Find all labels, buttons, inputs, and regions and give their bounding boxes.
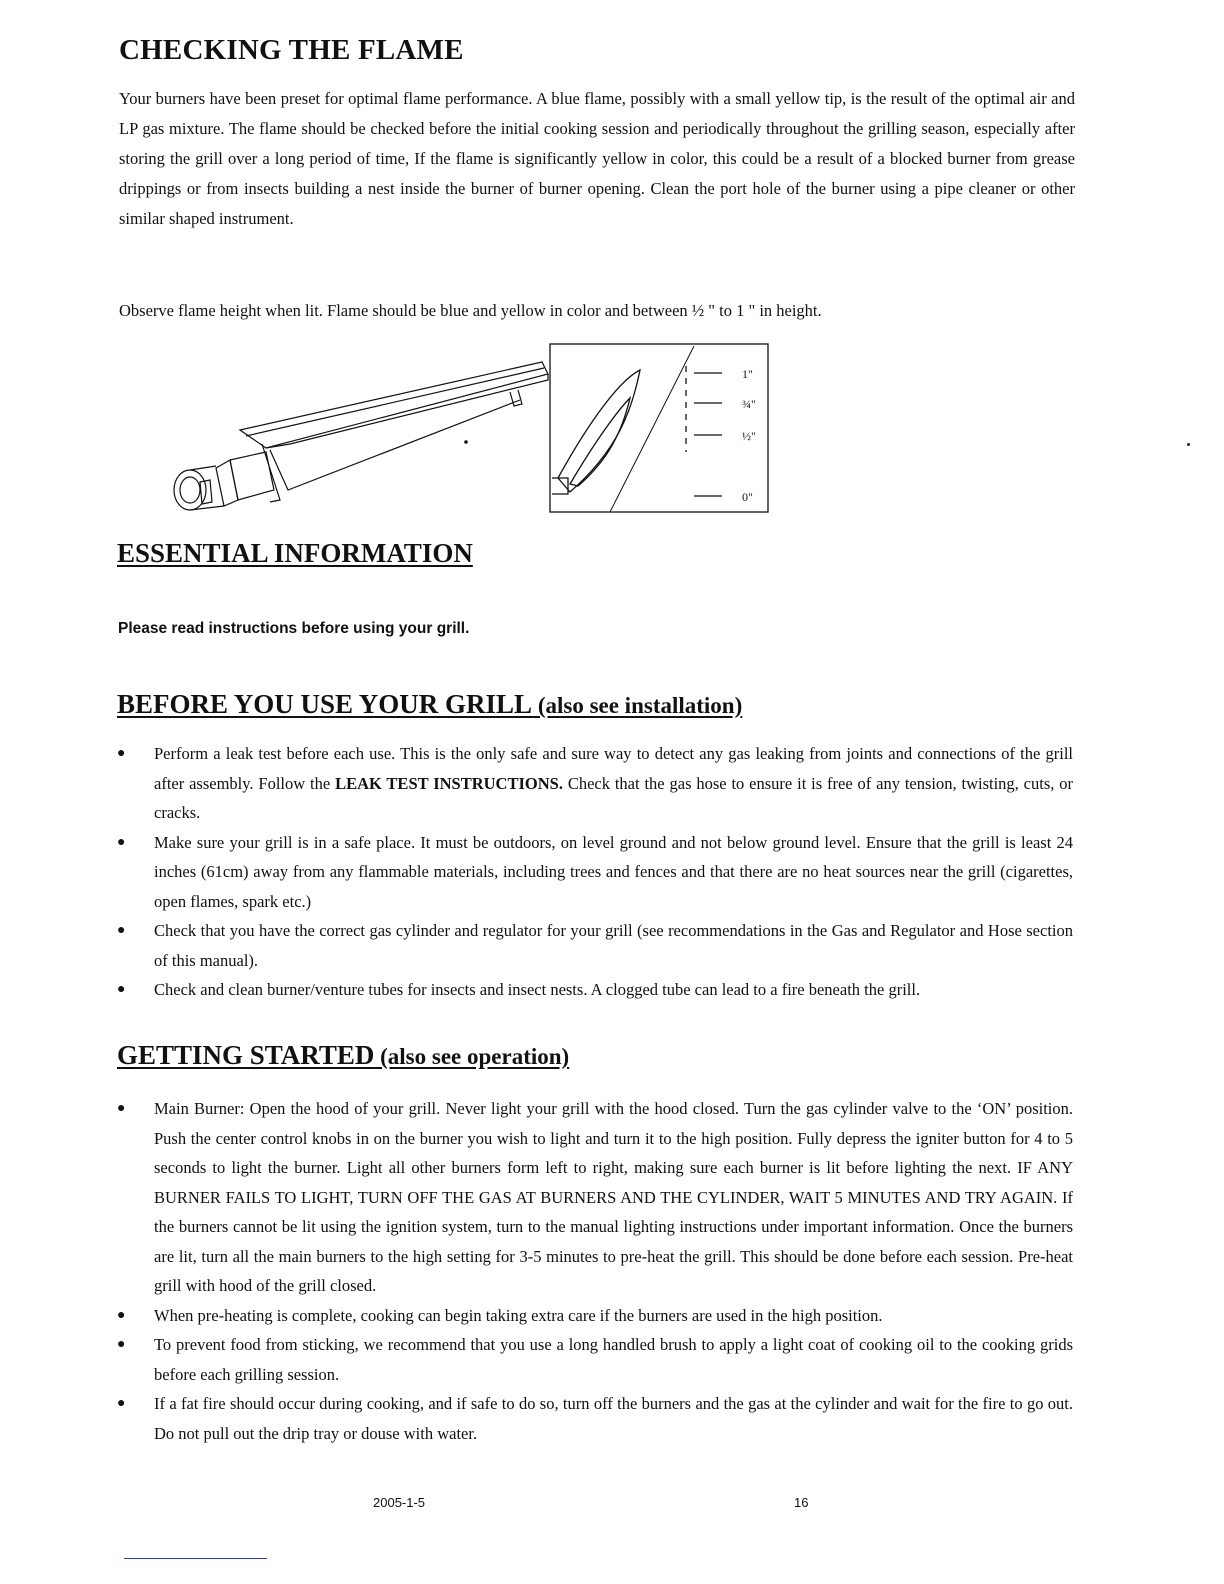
list-item-text: When pre-heating is complete, cooking can begin taking extra care if the burners are used in the high position. [154, 1305, 883, 1325]
burner-diagram [170, 340, 780, 520]
bullet-icon: ● [117, 834, 126, 850]
gauge-label-zero: 0" [742, 490, 753, 504]
list-item-text: Main Burner: Open the hood of your grill. Never light your grill with the hood closed. Turn the gas cylinder valve to the ‘ON’ position. Push the center control knobs in on the burner you wish to light and turn it to the high position. Fully depress the igniter button for 4 to 5 seconds to light the burner. Light all other burners form left to right, making sure each burner is lit before lighting the next. IF ANY BURNER FAILS TO LIGHT, TURN OFF THE GAS AT BURNERS AND THE CYLINDER, WAIT 5 MINUTES AND TRY AGAIN. If the burners cannot be lit using the ignition system, turn to the manual lighting instructions under important information. Once the burners are lit, turn all the main burners to the high setting for 3-5 minutes to pre-heat the grill. This should be done before each session. Pre-heat grill with hood of the grill closed. [154, 1099, 1073, 1295]
page-number: 16 [794, 1495, 809, 1510]
getting-started-list [117, 1094, 1073, 1448]
essential-information-heading: ESSENTIAL INFORMATION [117, 538, 473, 568]
footer-date: 2005-1-5 [373, 1495, 426, 1510]
gauge-label-half: ½" [742, 429, 756, 443]
list-item-text: To prevent food from sticking, we recommend that you use a long handled brush to apply a light coat of cooking oil to the cooking grids before each grilling session. [154, 1335, 1073, 1384]
list-item [117, 1330, 1073, 1389]
list-item-text: Make sure your grill is in a safe place. It must be outdoors, on level ground and not below ground level. Ensure that the grill is least 24 inches (61cm) away from any flammable materials, including trees and fences and that there are no heat sources near the grill (cigarettes, open flames, spark etc.) [154, 832, 1073, 911]
leak-test-emphasis: LEAK TEST INSTRUCTIONS. [335, 773, 563, 793]
footer-rule [124, 1558, 267, 1559]
before-use-heading [117, 689, 742, 720]
list-item-text: Check that you have the correct gas cylinder and regulator for your grill (see recommendations in the Gas and Regulator and Hose section of this manual). [154, 921, 1073, 970]
getting-started-heading [117, 1040, 569, 1071]
flame-paragraph: Your burners have been preset for optimal flame performance. A blue flame, possibly with a small yellow tip, is the result of the optimal air and LP gas mixture. The flame should be checked before the initial cooking session and periodically throughout the grilling season, especially after storing the grill over a long period of time, If the flame is significantly yellow in color, this could be a result of a blocked burner from grease drippings or from insects building a nest inside the burner of burner opening. Clean the port hole of the burner using a pipe cleaner or other similar shaped instrument. [119, 89, 1075, 228]
list-item-text: If a fat fire should occur during cooking, and if safe to do so, turn off the burners and the gas at the cylinder and wait for the fire to go out. Do not pull out the drip tray or douse with water. [154, 1394, 1073, 1443]
before-use-list [117, 739, 1073, 1005]
list-item [117, 1094, 1073, 1301]
gauge-label-three-quarter: ¾" [742, 397, 756, 411]
bullet-icon: ● [117, 982, 126, 997]
bullet-icon: ● [117, 923, 126, 938]
bullet-icon: ● [117, 1337, 126, 1352]
burner-tube-icon [174, 362, 548, 510]
read-instructions-note: Please read instructions before using your grill. [118, 620, 470, 637]
checking-flame-heading: CHECKING THE FLAME [119, 34, 464, 66]
flame-gauge [550, 344, 768, 512]
getting-started-subtitle: (also see operation) [374, 1044, 570, 1069]
gauge-label-1in: 1" [742, 367, 753, 381]
bullet-icon: ● [117, 1396, 126, 1411]
list-item-text: Perform a leak test before each use. This is the only safe and sure way to detect any gas leaking from joints and connections of the grill after assembly. Follow the [154, 744, 1073, 793]
list-item-text: Check and clean burner/venture tubes for insects and insect nests. A clogged tube can lead to a fire beneath the grill. [154, 980, 921, 999]
list-item-text: Check that the gas hose to ensure it is free of any tension, twisting, cuts, or cracks. [154, 773, 1073, 822]
list-item [117, 916, 1073, 975]
bullet-icon: ● [117, 1307, 126, 1323]
list-item [117, 975, 1073, 1005]
before-use-subtitle: (also see installation) [532, 693, 743, 718]
getting-started-title: GETTING STARTED [117, 1040, 375, 1070]
bullet-icon: ● [117, 746, 126, 761]
flame-height-text: Observe flame height when lit. Flame should be blue and yellow in color and between ½ " to 1 " in height. [119, 301, 822, 320]
list-item [117, 1301, 1073, 1331]
before-use-title: BEFORE YOU USE YOUR GRILL [117, 689, 533, 719]
burner-flame-illustration [170, 340, 780, 520]
list-item [117, 1389, 1073, 1448]
scan-speck [1187, 443, 1190, 446]
bullet-icon: ● [117, 1101, 126, 1116]
list-item [117, 739, 1073, 828]
list-item [117, 828, 1073, 917]
